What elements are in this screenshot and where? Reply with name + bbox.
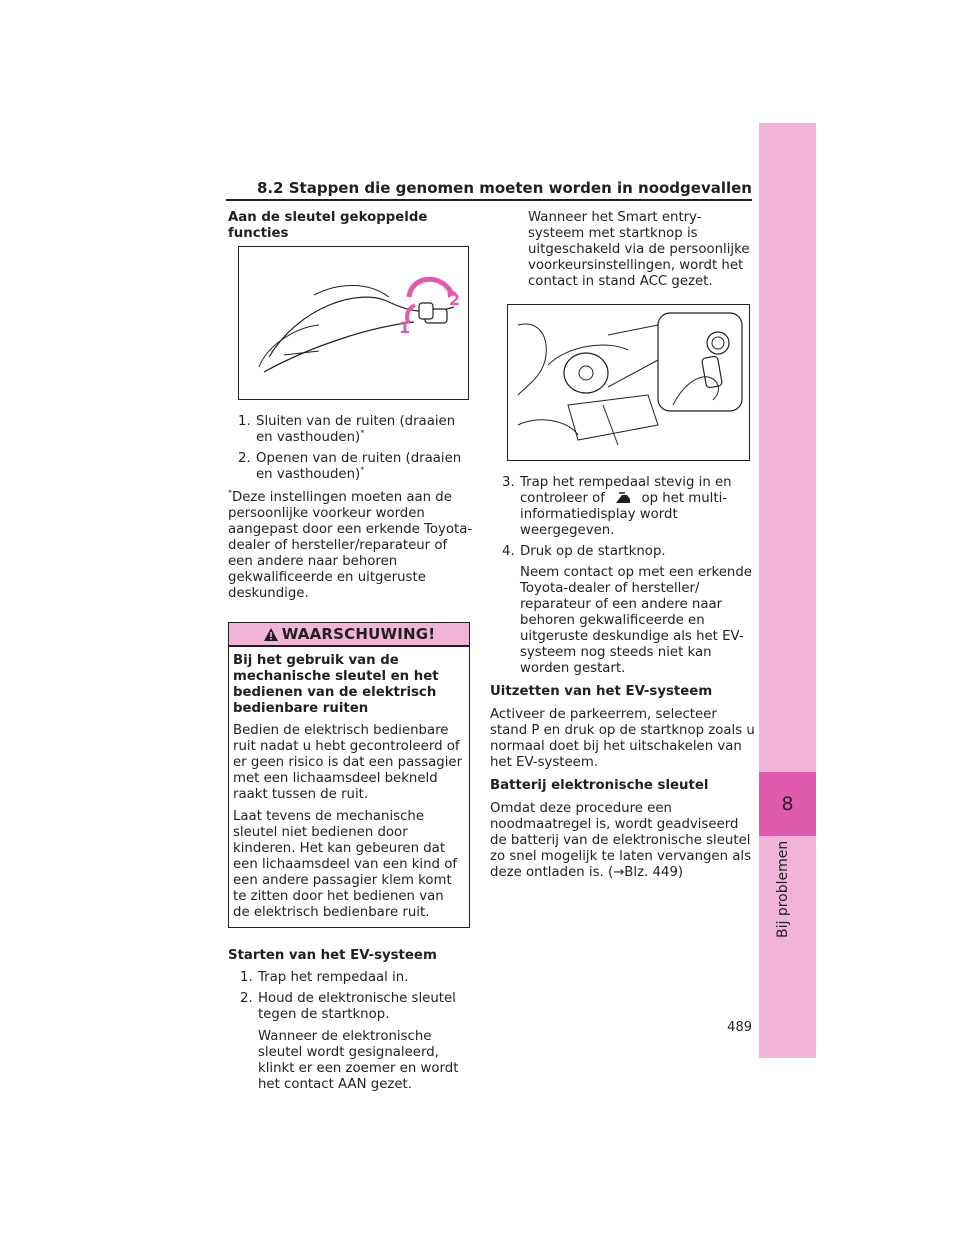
stop-ev-title: Uitzetten van het EV-systeem — [490, 684, 713, 699]
right-column — [490, 210, 755, 881]
smart-entry-note: Wanneer het Smart entry-systeem met startknop is uitgeschakeld via de persoonlijke voorkeursinstellingen, wordt het contact in stand ACC gezet. — [528, 210, 750, 289]
warning-paragraph: Bedien de elektrisch bedienbare ruit nadat u hebt gecontroleerd of er geen risico is dat een passagier met een lichaamsdeel bekneld raakt tussen de ruit. — [233, 723, 463, 802]
list-item: 2. Houd de elektronische sleutel tegen de startknop. — [240, 991, 456, 1022]
key-functions-title: Aan de sleutel gekoppelde functies — [228, 210, 428, 241]
step-3: 3. Trap het rempedaal stevig in en controleer of op het multi-informatiedisplay wordt weergegeven. — [502, 475, 732, 538]
list-item: 1. Trap het rempedaal in. — [240, 970, 409, 985]
stop-ev-text: Activeer de parkeerrem, selecteer stand P en druk op de startknop zoals u normaal doet bij het uitschakelen van het EV-systeem. — [490, 707, 755, 770]
start-ev-list — [240, 970, 473, 1023]
footnote: *Deze instellingen moeten aan de persoonlijke voorkeur worden aangepast door een erkende Toyota-dealer of hersteller/reparateur of een andere naar behoren gekwalificeerde en uitgeruste deskundige. — [228, 488, 473, 601]
list-item: 2. Openen van de ruiten (draaien en vasthouden)* — [238, 451, 462, 482]
left-column — [228, 210, 473, 1093]
warning-body — [229, 647, 469, 927]
step-4-note: Neem contact op met een erkende Toyota-dealer of hersteller/ reparateur of een andere naar behoren gekwalificeerde en uitgeruste deskundige als het EV-systeem nog steeds niet kan worden gestart. — [520, 565, 752, 676]
page-number: 489 — [727, 1020, 752, 1035]
warning-box — [228, 622, 470, 928]
figure-label-2: 2 — [449, 290, 461, 309]
section-header: 8.2 Stappen die genomen moeten worden in noodgevallen — [256, 179, 752, 197]
warning-paragraph: Laat tevens de mechanische sleutel niet bedienen door kinderen. Het kan gebeuren dat een lichaamsdeel van een kind of een andere passagier klem komt te zitten door het bedienen van de elektrisch bedienbare ruit. — [233, 809, 458, 920]
start-ev-title: Starten van het EV-systeem — [228, 948, 437, 963]
start-button-illustration — [508, 305, 749, 460]
warning-header — [229, 623, 469, 647]
door-handle-illustration — [239, 247, 468, 399]
start-ev-note: Wanneer de elektronische sleutel wordt gesignaleerd, klinkt er een zoemer en wordt het contact AAN gezet. — [258, 1029, 459, 1092]
warning-icon — [263, 627, 279, 642]
chapter-label: Bij problemen — [775, 840, 791, 938]
header-rule — [226, 199, 752, 201]
brake-pedal-indicator-icon — [613, 491, 633, 505]
warning-subtitle: Bij het gebruik van de mechanische sleutel en het bedienen van de elektrisch bedienbare ruiten — [233, 653, 439, 716]
warning-title: WAARSCHUWING! — [281, 625, 436, 643]
chapter-number: 8 — [759, 772, 816, 836]
door-handle-figure — [238, 246, 469, 400]
figure-label-1: 1 — [399, 318, 411, 337]
battery-title: Batterij elektronische sleutel — [490, 778, 709, 793]
window-functions-list — [238, 414, 473, 483]
start-button-figure — [507, 304, 750, 461]
list-item: 1. Sluiten van de ruiten (draaien en vasthouden)* — [238, 414, 456, 445]
step-4: 4. Druk op de startknop. — [502, 544, 666, 559]
battery-text: Omdat deze procedure een noodmaatregel is, wordt geadviseerd de batterij van de elektronische sleutel zo snel mogelijk te laten vervangen als deze ontladen is. (→Blz. 449) — [490, 801, 752, 880]
